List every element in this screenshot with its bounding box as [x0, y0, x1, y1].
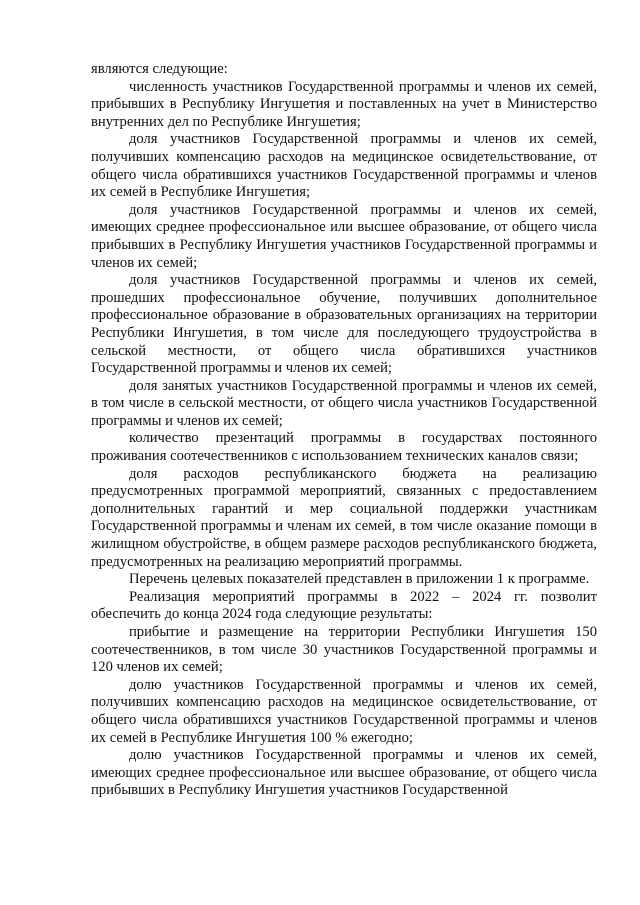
- paragraph-result-education: долю участников Государственной программы и членов их семей, имеющих среднее профессиональное или высшее образование, от общего числа прибывших в Республику Ингушетия участников Государственной: [91, 747, 597, 799]
- paragraph-indicator-employment: доля занятых участников Государственной программы и членов их семей, в том числе в сельской местности, от общего числа участников Государственной программы и членов их семей;: [91, 377, 597, 429]
- paragraph-result-arrivals: прибытие и размещение на территории Республики Ингушетия 150 соотечественников, в том числе 30 участников Государственной программы и 120 членов их семей;: [91, 624, 597, 676]
- paragraph-indicator-arrivals: численность участников Государственной программы и членов их семей, прибывших в Республику Ингушетия и поставленных на учет в Министерство внутренних дел по Республике Ингушетия;: [91, 78, 597, 130]
- paragraph-results-intro: Реализация мероприятий программы в 2022 – 2024 гг. позволит обеспечить до конца 2024 года следующие результаты:: [91, 588, 597, 623]
- paragraph-result-medical-compensation: долю участников Государственной программы и членов их семей, получивших компенсацию расходов на медицинское освидетельствование, от общего числа обратившихся участников Государственной программы и членов их семей в Республике Ингушетия 100 % ежегодно;: [91, 676, 597, 746]
- paragraph-indicator-training: доля участников Государственной программы и членов их семей, прошедших профессиональное обучение, получивших дополнительное профессиональное образование в образовательных организациях на территории Республики Ингушетия, в том числе для последующего трудоустройства в сельской местности, от общего числа обратившихся участников Государственной программы и членов их семей;: [91, 272, 597, 377]
- paragraph-indicator-education: доля участников Государственной программы и членов их семей, имеющих среднее профессиональное или высшее образование, от общего числа прибывших в Республику Ингушетия участников Государственной программы и членов их семей;: [91, 201, 597, 271]
- paragraph-indicator-budget: доля расходов республиканского бюджета на реализацию предусмотренных программой мероприятий, связанных с предоставлением дополнительных гарантий и мер социальной поддержки участникам Государственной программы и членам их семей, в том числе оказание помощи в жилищном обустройстве, в общем размере расходов республиканского бюджета, предусмотренных на реализацию мероприятий программы.: [91, 465, 597, 570]
- paragraph-appendix-reference: Перечень целевых показателей представлен в приложении 1 к программе.: [129, 571, 590, 588]
- paragraph-intro: являются следующие:: [91, 61, 228, 77]
- paragraph-indicator-presentations: количество презентаций программы в государствах постоянного проживания соотечественников с использованием технических каналов связи;: [91, 430, 597, 465]
- paragraph-indicator-medical-compensation: доля участников Государственной программы и членов их семей, получивших компенсацию расходов на медицинское освидетельствование, от общего числа обратившихся участников Государственной программы и членов их семей в Республике Ингушетия;: [91, 131, 597, 201]
- document-page: [91, 61, 597, 800]
